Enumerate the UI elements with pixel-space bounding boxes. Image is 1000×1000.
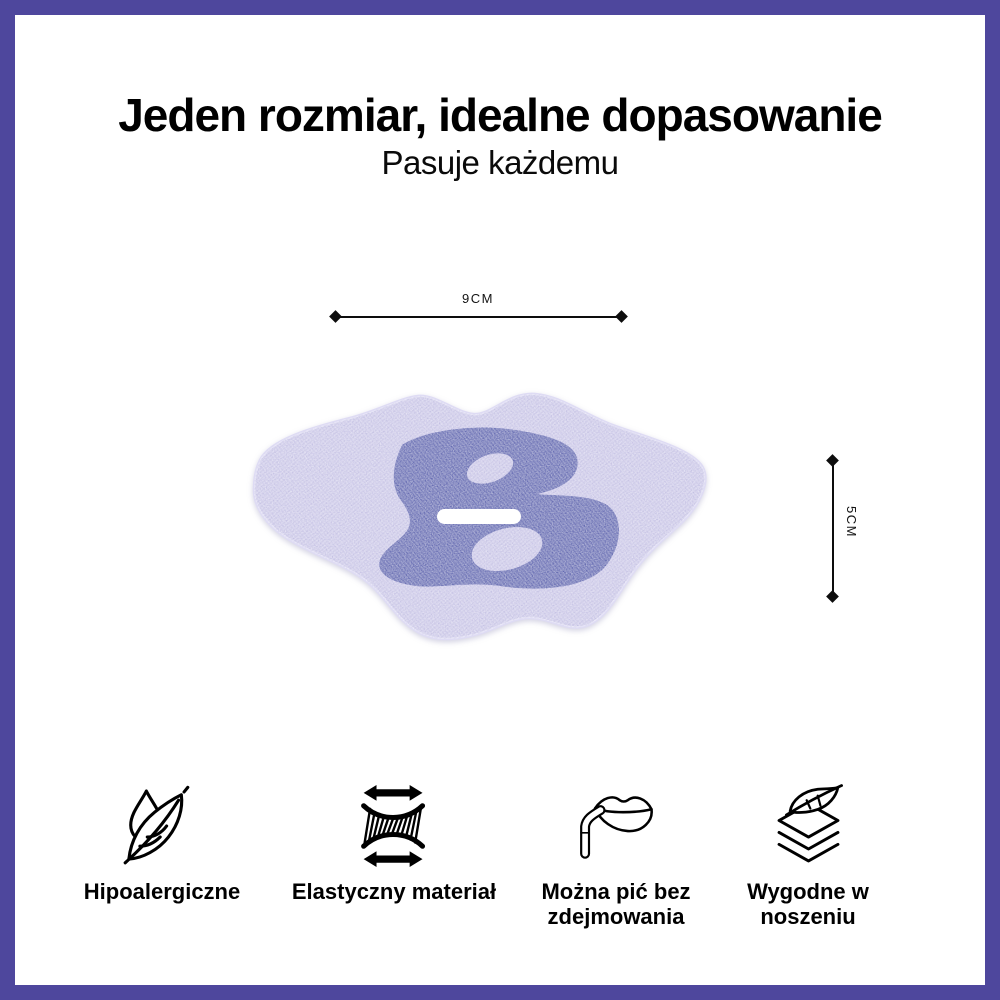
page-subtitle: Pasuje każdemu (381, 143, 619, 181)
feature-icon-wrap (516, 779, 716, 873)
width-dimension-line (337, 316, 620, 318)
height-dimension-line (832, 463, 834, 595)
lips-straw-icon (566, 781, 666, 872)
feature-icon-wrap (713, 779, 903, 873)
feature-drink-without-removing (516, 779, 716, 929)
product-patch-image (250, 390, 710, 650)
feature-label: Hipoalergiczne (83, 879, 241, 904)
feature-label: Można pić bez zdejmowania (541, 879, 691, 929)
height-dimension-bottom-end (826, 590, 839, 603)
width-dimension-right-end (615, 310, 628, 323)
feature-label: Elastyczny materiał (291, 879, 497, 904)
height-dimension-label: 5CM (844, 506, 859, 538)
page-title: Jeden rozmiar, idealne dopasowanie (118, 89, 882, 141)
feature-hypoallergenic (47, 779, 277, 904)
water-drop-feather-icon (116, 780, 208, 872)
stretch-fabric-icon (349, 780, 439, 872)
patch-slit (437, 509, 521, 524)
feature-comfortable-wear (713, 779, 903, 929)
feature-label: Wygodne w noszeniu (747, 879, 869, 929)
feature-icon-wrap (279, 779, 509, 873)
feather-layers-icon (761, 780, 856, 872)
header (0, 90, 1000, 182)
width-dimension-label: 9CM (462, 291, 494, 306)
width-dimension-left-end (329, 310, 342, 323)
feature-elastic-material (279, 779, 509, 904)
feature-icon-wrap (47, 779, 277, 873)
height-dimension-top-end (826, 454, 839, 467)
